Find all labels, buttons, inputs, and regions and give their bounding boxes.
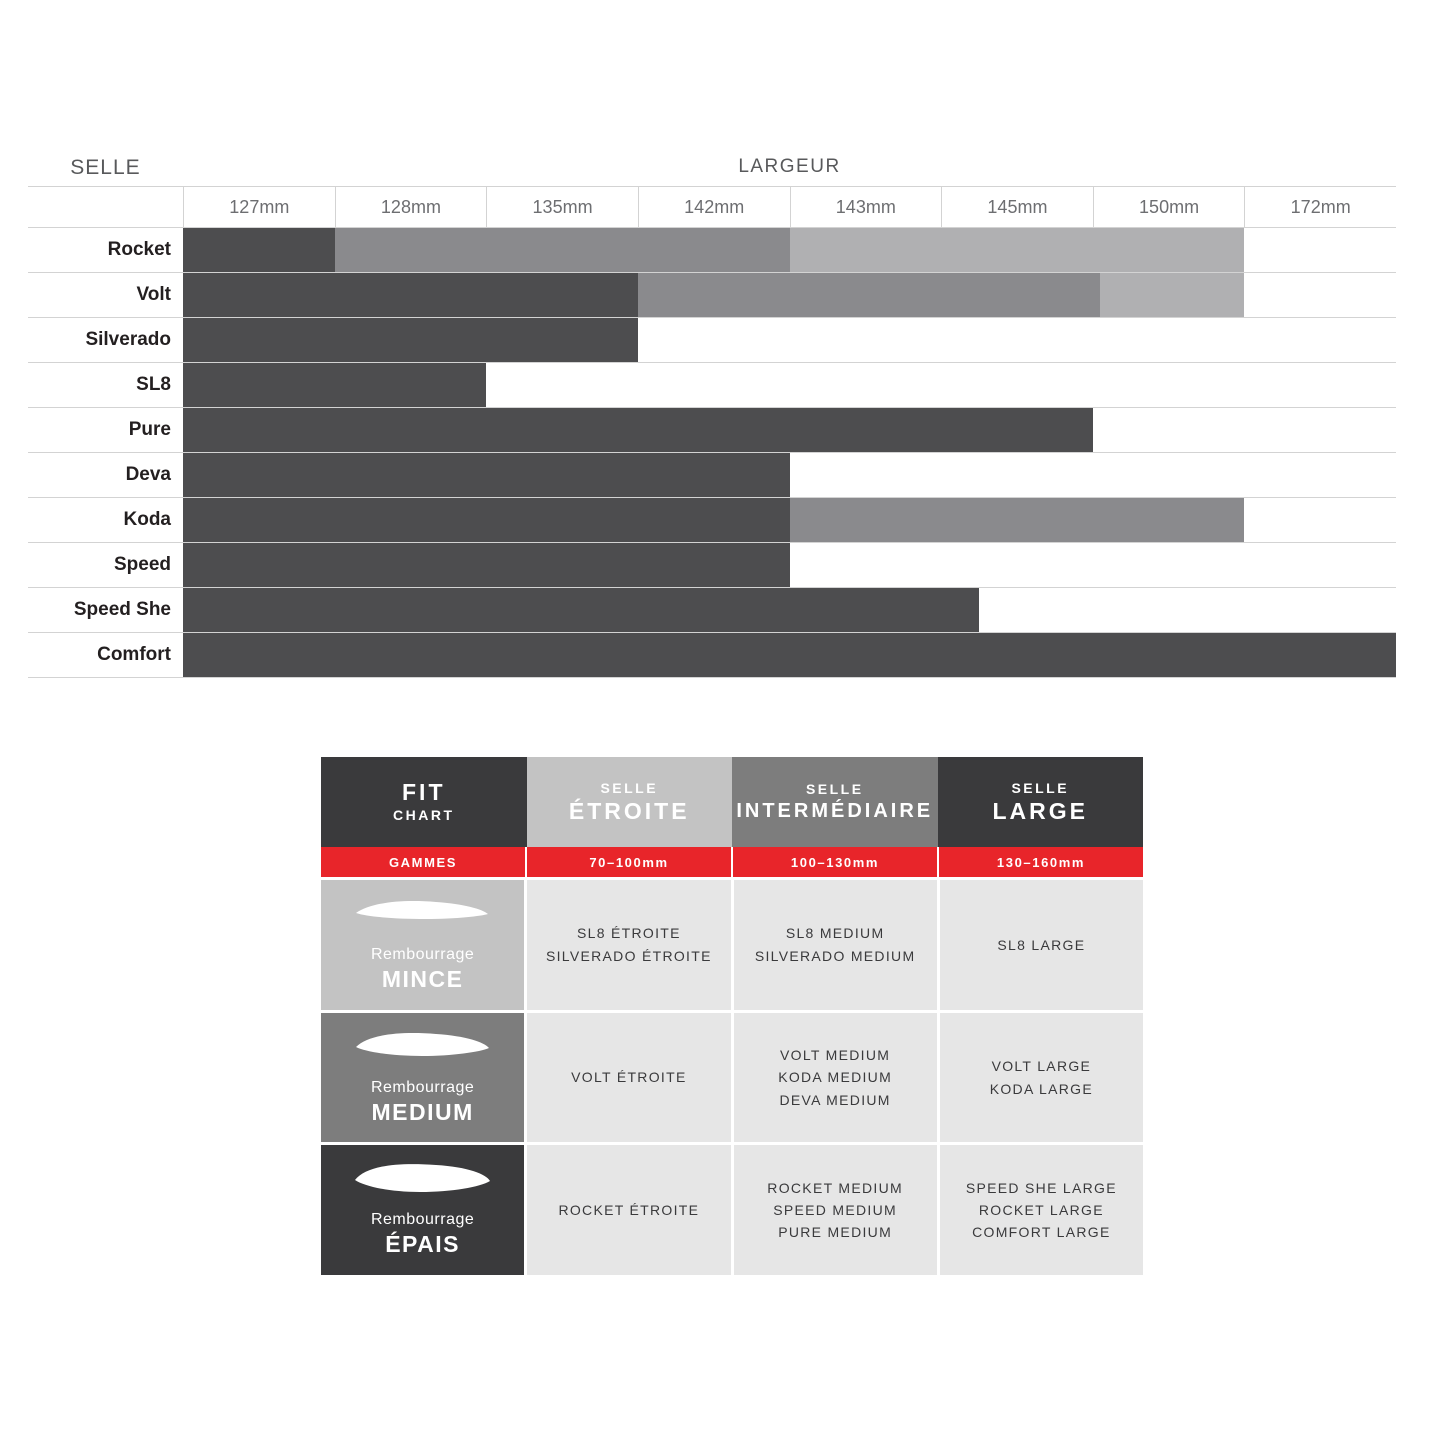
fit-chart-range-row (321, 847, 1143, 877)
width-chart-row (28, 363, 1396, 408)
fit-cell-intermediate (734, 1145, 940, 1275)
width-bar-segment (183, 588, 979, 632)
width-bar-segment (335, 228, 790, 272)
width-bar-segment (183, 543, 790, 587)
width-column-headers (28, 186, 1396, 228)
fit-chart-row (321, 1010, 1143, 1143)
width-bar-segment (638, 273, 1100, 317)
saddle-medium-icon (352, 1030, 494, 1069)
column-header-spacer (28, 187, 183, 227)
fit-cell-large (940, 1145, 1143, 1275)
column-header-172mm: 172mm (1244, 187, 1396, 227)
width-bar-track (183, 453, 1396, 497)
fit-chart-row (321, 877, 1143, 1010)
saddle-name-deva: Deva (28, 453, 183, 497)
padding-category-cell (321, 880, 527, 1010)
model-name: ROCKET MEDIUM (767, 1179, 903, 1196)
fit-chart (321, 757, 1143, 1275)
saddle-name-pure: Pure (28, 408, 183, 452)
header-selle-large-line1: SELLE (1011, 779, 1070, 796)
axis-title-largeur: LARGEUR (738, 156, 841, 177)
model-name: SILVERADO MEDIUM (754, 947, 916, 964)
model-name: VOLT LARGE (991, 1058, 1092, 1075)
model-name: KODA MEDIUM (778, 1069, 893, 1086)
width-bar-segment (183, 633, 1396, 677)
padding-category-line1: Rembourrage (370, 945, 475, 963)
model-name: SL8 LARGE (997, 936, 1086, 953)
fit-cell-large (940, 1013, 1143, 1143)
model-name: SPEED SHE LARGE (965, 1179, 1117, 1196)
width-bar-segment (1100, 273, 1244, 317)
padding-category-line2: ÉPAIS (385, 1231, 461, 1258)
width-chart-row (28, 318, 1396, 363)
fit-chart-row (321, 1142, 1143, 1275)
width-bar-track (183, 633, 1396, 677)
model-name: ROCKET ÉTROITE (558, 1201, 700, 1218)
width-chart-header (28, 150, 1396, 186)
width-bar-segment (790, 228, 1245, 272)
width-chart-row (28, 588, 1396, 633)
padding-category-cell (321, 1013, 527, 1143)
width-bar-track (183, 318, 1396, 362)
width-bar-segment (183, 453, 790, 497)
model-name: SL8 ÉTROITE (576, 925, 681, 942)
saddle-name-sl8: SL8 (28, 363, 183, 407)
saddle-name-speed: Speed (28, 543, 183, 587)
padding-category-line2: MEDIUM (371, 1098, 474, 1125)
padding-category-line1: Rembourrage (370, 1078, 475, 1096)
range-intermediate: 100–130mm (733, 847, 939, 877)
model-name: KODA LARGE (989, 1080, 1093, 1097)
saddle-name-rocket: Rocket (28, 228, 183, 272)
header-selle-intermediaire (732, 757, 938, 847)
model-name: SILVERADO ÉTROITE (545, 947, 712, 964)
padding-category-cell (321, 1145, 527, 1275)
width-bar-segment (183, 408, 1093, 452)
fit-chart-body (321, 877, 1143, 1275)
width-bar-segment (790, 498, 1245, 542)
saddle-width-chart (28, 150, 1396, 678)
saddle-name-koda: Koda (28, 498, 183, 542)
range-large: 130–160mm (996, 854, 1086, 870)
saddle-name-volt: Volt (28, 273, 183, 317)
saddle-name-comfort: Comfort (28, 633, 183, 677)
column-header-150mm: 150mm (1093, 187, 1245, 227)
width-bar-segment (183, 273, 638, 317)
width-chart-row (28, 543, 1396, 588)
fit-cell-narrow (527, 880, 733, 1010)
width-bar-track (183, 228, 1396, 272)
column-header-128mm: 128mm (335, 187, 487, 227)
width-bar-track (183, 363, 1396, 407)
model-name: SPEED MEDIUM (773, 1201, 897, 1218)
saddle-thick-icon (352, 1162, 494, 1201)
header-selle-large-line2: LARGE (992, 797, 1088, 824)
model-name: SL8 MEDIUM (785, 925, 885, 942)
header-selle-intermediaire-line2: INTERMÉDIAIRE (736, 799, 934, 822)
header-selle-etroite-line2: ÉTROITE (568, 797, 690, 824)
saddle-name-speed-she: Speed She (28, 588, 183, 632)
width-bar-segment (183, 318, 638, 362)
width-bar-track (183, 588, 1396, 632)
fit-chart-title-line1: FIT (402, 778, 446, 805)
saddle-thin-icon (352, 897, 494, 936)
width-chart-rows (28, 228, 1396, 678)
column-header-127mm: 127mm (183, 187, 335, 227)
fit-chart-header-row (321, 757, 1143, 847)
model-name: ROCKET LARGE (978, 1201, 1104, 1218)
column-header-135mm: 135mm (486, 187, 638, 227)
width-chart-row (28, 273, 1396, 318)
range-label-gammes: GAMMES (321, 847, 527, 877)
width-chart-row (28, 633, 1396, 678)
column-header-145mm: 145mm (941, 187, 1093, 227)
width-chart-row (28, 408, 1396, 453)
fit-cell-narrow (527, 1145, 733, 1275)
fit-chart-title-cell (321, 757, 527, 847)
header-selle-etroite (527, 757, 733, 847)
width-chart-row (28, 228, 1396, 273)
fit-chart-title-line2: CHART (393, 807, 455, 824)
width-bar-track (183, 273, 1396, 317)
padding-category-line1: Rembourrage (370, 1211, 475, 1229)
fit-cell-narrow (527, 1013, 733, 1143)
fit-cell-intermediate (734, 1013, 940, 1143)
model-name: VOLT MEDIUM (780, 1046, 891, 1063)
header-selle-etroite-line1: SELLE (600, 779, 659, 796)
width-bar-segment (183, 498, 790, 542)
width-bar-segment (183, 228, 335, 272)
width-chart-row (28, 453, 1396, 498)
width-bar-segment (183, 363, 486, 407)
range-narrow: 70–100mm (527, 847, 733, 877)
model-name: DEVA MEDIUM (779, 1091, 891, 1108)
width-bar-track (183, 408, 1396, 452)
width-bar-track (183, 498, 1396, 542)
column-header-143mm: 143mm (790, 187, 942, 227)
model-name: PURE MEDIUM (778, 1224, 893, 1241)
fit-cell-large (940, 880, 1143, 1010)
saddle-name-silverado: Silverado (28, 318, 183, 362)
model-name: VOLT ÉTROITE (571, 1069, 687, 1086)
fit-cell-intermediate (734, 880, 940, 1010)
width-chart-row (28, 498, 1396, 543)
header-selle-intermediaire-line1: SELLE (805, 781, 864, 798)
header-selle-large (938, 757, 1144, 847)
width-bar-track (183, 543, 1396, 587)
column-header-142mm: 142mm (638, 187, 790, 227)
model-name: COMFORT LARGE (972, 1224, 1111, 1241)
row-header-label: SELLE (70, 156, 141, 179)
padding-category-line2: MINCE (381, 965, 464, 992)
